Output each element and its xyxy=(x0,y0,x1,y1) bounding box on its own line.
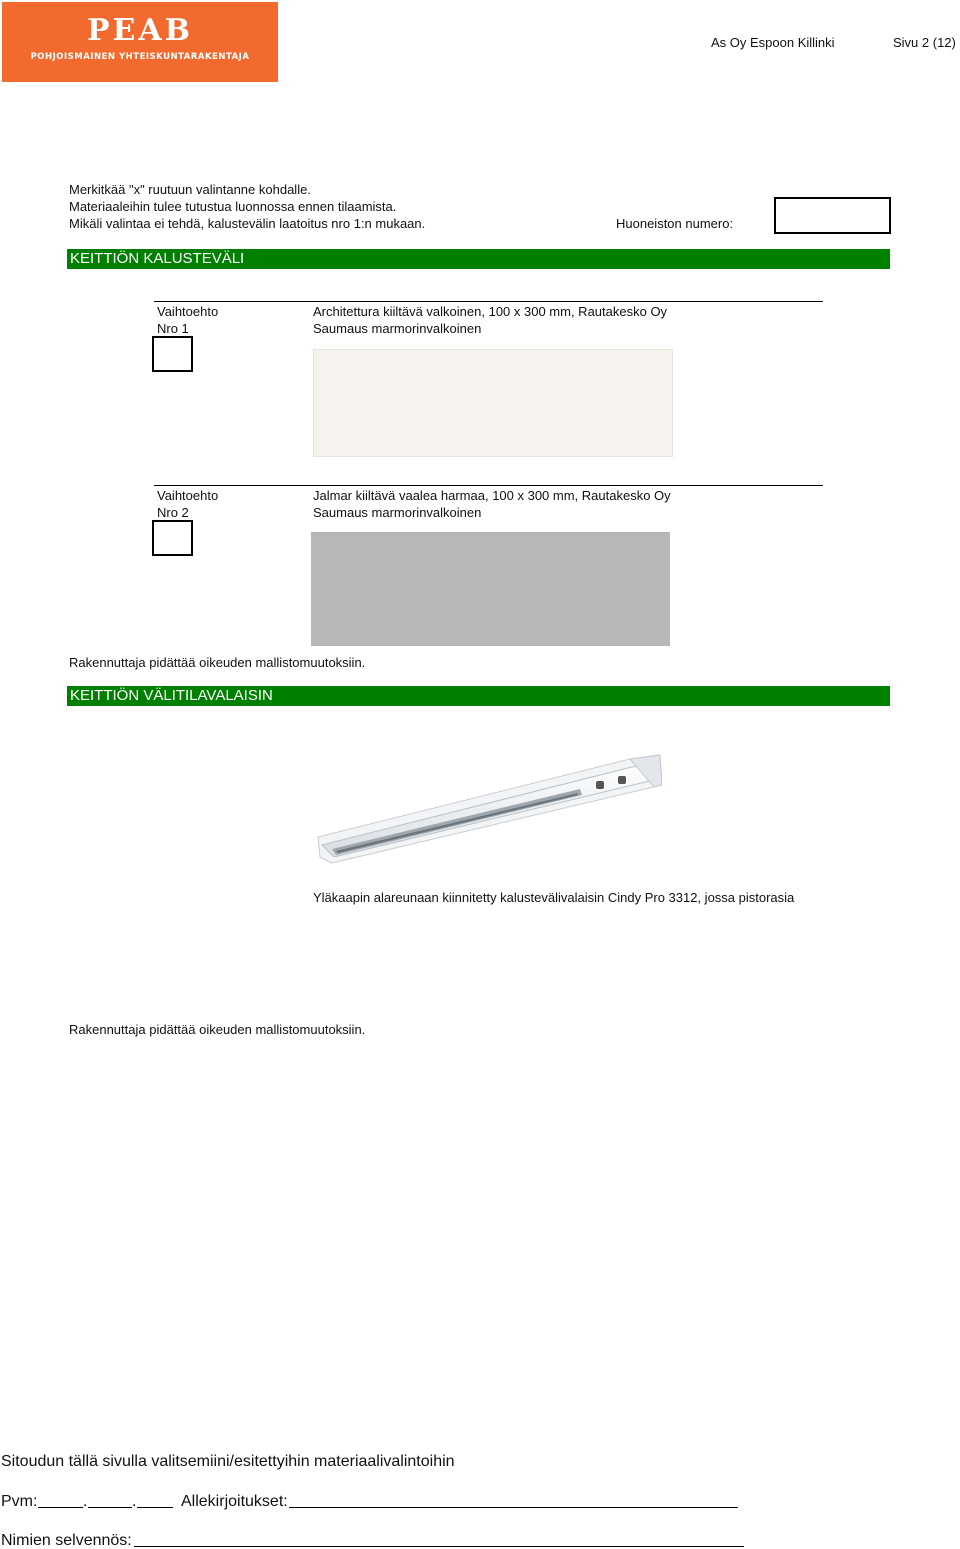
signatures-label: Allekirjoitukset: xyxy=(181,1493,288,1510)
option-1-label: Vaihtoehto xyxy=(157,304,219,319)
apartment-number-label: Huoneiston numero: xyxy=(616,216,734,231)
date-separator: . xyxy=(132,1493,137,1510)
option-1-number: Nro 1 xyxy=(157,321,189,336)
instruction-line-3: Mikäli valintaa ei tehdä, kalustevälin laatoitus nro 1:n mukaan. xyxy=(69,216,426,231)
disclaimer-2: Rakennuttaja pidättää oikeuden mallistomuutoksiin. xyxy=(69,1022,366,1037)
signatures-field[interactable] xyxy=(289,1507,738,1508)
instruction-line-1: Merkitkää "x" ruutuun valintanne kohdalle. xyxy=(69,182,311,197)
divider xyxy=(154,485,823,486)
option-1-checkbox[interactable] xyxy=(152,336,193,372)
logo-wordmark: PEAB xyxy=(86,13,194,48)
divider xyxy=(154,301,823,302)
date-day-field[interactable] xyxy=(38,1507,83,1508)
name-clarification-label: Nimien selvennös: xyxy=(1,1532,132,1549)
date-year-field[interactable] xyxy=(137,1507,173,1508)
commitment-statement: Sitoudun tällä sivulla valitsemiini/esitettyihin materiaalivalintoihin xyxy=(1,1453,455,1470)
tile-swatch-gray xyxy=(311,532,670,646)
project-name: As Oy Espoon Killinki xyxy=(711,35,835,50)
option-2-number: Nro 2 xyxy=(157,505,189,520)
option-1-grout: Saumaus marmorinvalkoinen xyxy=(313,321,482,336)
tile-swatch-white xyxy=(313,349,673,457)
apartment-number-field[interactable] xyxy=(774,197,891,234)
light-caption: Yläkaapin alareunaan kiinnitetty kalustevälivalaisin Cindy Pro 3312, jossa pistorasia xyxy=(313,890,795,905)
under-cabinet-light-image xyxy=(312,745,662,870)
option-1-description: Architettura kiiltävä valkoinen, 100 x 300 mm, Rautakesko Oy xyxy=(313,304,668,319)
option-2-label: Vaihtoehto xyxy=(157,488,219,503)
option-2-grout: Saumaus marmorinvalkoinen xyxy=(313,505,482,520)
disclaimer-1: Rakennuttaja pidättää oikeuden mallistomuutoksiin. xyxy=(69,655,366,670)
section-title-välitilavalaisin: KEITTIÖN VÄLITILAVALAISIN xyxy=(67,686,890,706)
page-number: Sivu 2 (12) xyxy=(893,35,956,50)
name-clarification-field[interactable] xyxy=(134,1546,744,1547)
option-2-description: Jalmar kiiltävä vaalea harmaa, 100 x 300 mm, Rautakesko Oy xyxy=(313,488,671,503)
date-separator: . xyxy=(83,1493,88,1510)
date-month-field[interactable] xyxy=(88,1507,132,1508)
option-2-checkbox[interactable] xyxy=(152,520,193,556)
section-title-kalusteväli: KEITTIÖN KALUSTEVÄLI xyxy=(67,249,890,269)
logo-tagline: POHJOISMAINEN YHTEISKUNTARAKENTAJA xyxy=(30,52,250,62)
date-label: Pvm: xyxy=(1,1493,38,1510)
instruction-line-2: Materiaaleihin tulee tutustua luonnossa ennen tilaamista. xyxy=(69,199,397,214)
peab-logo xyxy=(2,2,278,82)
